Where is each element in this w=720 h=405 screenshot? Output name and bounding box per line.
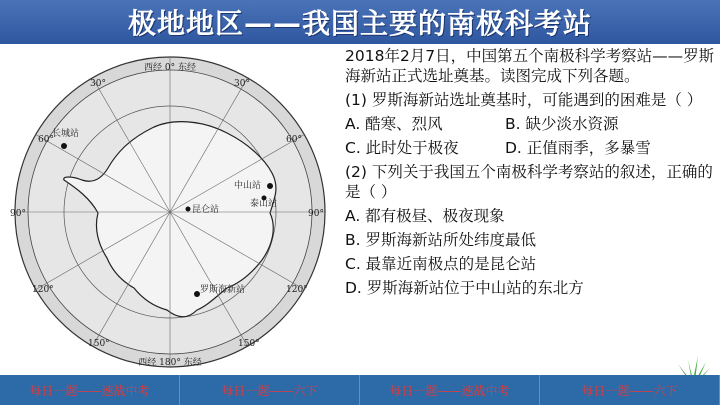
deg-120-left: 120° (32, 285, 54, 295)
page-title: 极地地区——我国主要的南极科考站 (127, 7, 592, 40)
kunlun-station-marker (186, 207, 191, 212)
question-2-stem: (2) 下列关于我国五个南极科学考察站的叙述，正确的是（ ） (345, 163, 713, 201)
zhongshan-station-label: 中山站 (234, 181, 262, 191)
q2-option-d[interactable]: D. 罗斯海新站位于中山站的东北方 (345, 279, 584, 297)
antarctica-map (2, 48, 338, 374)
q2-option-b[interactable]: B. 罗斯海新站所处纬度最低 (345, 231, 536, 249)
q1-option-b[interactable]: B. 缺少淡水资源 (505, 115, 619, 133)
footer-item-2[interactable]: 每日一题——六下 (180, 375, 360, 405)
kunlun-station-label: 昆仑站 (192, 205, 220, 215)
top-meridian-label: 西经 0° 东经 (144, 63, 196, 73)
q1-option-d[interactable]: D. 正值雨季，多暴雪 (505, 139, 651, 157)
footer-item-3[interactable]: 每日一题——速战中考 (360, 375, 540, 405)
deg-90-left: 90° (10, 209, 26, 219)
question-1-stem: (1) 罗斯海新站选址奠基时，可能遇到的困难是（ ） (345, 91, 703, 109)
question-panel (345, 46, 717, 302)
footer-bar (0, 375, 720, 405)
changcheng-station-marker (61, 143, 67, 149)
deg-150-right: 150° (238, 339, 260, 349)
deg-90-right: 90° (308, 209, 324, 219)
question-intro: 2018年2月7日，中国第五个南极科学考察站——罗斯海新站正式选址奠基。读图完成下列各题。 (345, 47, 715, 85)
question-1-options-row1 (345, 114, 717, 134)
q1-option-c[interactable]: C. 此时处于极夜 (345, 139, 459, 157)
changcheng-station-label: 长城站 (52, 129, 80, 139)
question-1-options-row2 (345, 138, 717, 158)
antarctica-map-svg (2, 48, 338, 374)
footer-item-1[interactable]: 每日一题——速战中考 (0, 375, 180, 405)
deg-30-right: 30° (234, 79, 250, 89)
deg-60-right: 60° (286, 135, 302, 145)
zhongshan-station-marker (267, 183, 273, 189)
q2-option-c[interactable]: C. 最靠近南极点的是昆仑站 (345, 255, 537, 273)
q2-option-a[interactable]: A. 都有极昼、极夜现象 (345, 207, 505, 225)
q1-option-a[interactable]: A. 酷寒、烈风 (345, 115, 443, 133)
taishan-station-label: 泰山站 (250, 199, 278, 209)
bottom-meridian-label: 西经 180° 东经 (138, 358, 202, 368)
deg-120-right: 120° (286, 285, 308, 295)
deg-30-left: 30° (90, 79, 106, 89)
title-bar (0, 0, 720, 44)
deg-60-left: 60° (38, 135, 54, 145)
deg-150-left: 150° (88, 339, 110, 349)
luosihai-station-label: 罗斯海新站 (200, 285, 246, 295)
footer-item-4[interactable]: 每日一题——六下 (540, 375, 720, 405)
